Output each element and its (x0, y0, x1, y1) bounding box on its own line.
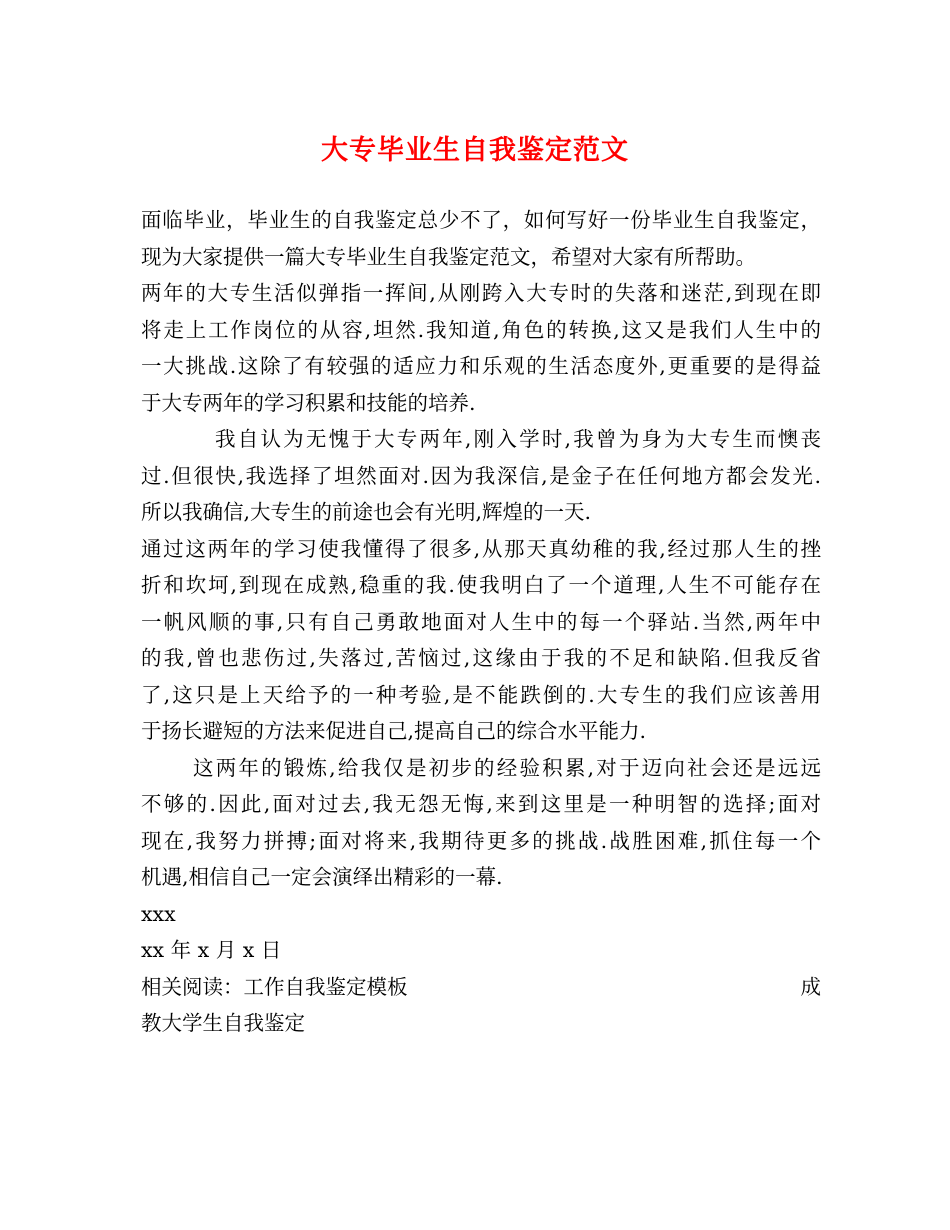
text-line: 这两年的锻炼,给我仅是初步的经验积累,对于迈向社会还是远远 (193, 755, 821, 780)
text-line: 一帆风顺的事,只有自己勇敢地面对人生中的每一个驿站.当然,两年中 (141, 609, 821, 634)
text-line: 我自认为无愧于大专两年,刚入学时,我曾为身为大专生而懊丧 (215, 427, 821, 451)
paragraph-2 (141, 421, 821, 531)
document-title: 大专毕业生自我鉴定范文 (321, 135, 629, 166)
related-reading-link[interactable]: 相关阅读：工作自我鉴定模板 (141, 974, 408, 999)
intro-paragraph (141, 202, 821, 275)
text-line: 通过这两年的学习使我懂得了很多,从那天真幼稚的我,经过那人生的挫 (141, 536, 821, 561)
text-line: 折和坎坷,到现在成熟,稳重的我.使我明白了一个道理,人生不可能存在 (141, 573, 821, 597)
text-line: 不够的.因此,面对过去,我无怨无悔,来到这里是一种明智的选择;面对 (141, 792, 821, 816)
document-body (141, 202, 821, 1042)
text-line: 的我,曾也悲伤过,失落过,苦恼过,这缘由于我的不足和缺陷.但我反省 (141, 646, 821, 670)
paragraph-3 (141, 531, 821, 750)
signature: xxx (141, 901, 176, 926)
text-line: 一大挑战.这除了有较强的适应力和乐观的生活态度外,更重要的是得益 (141, 354, 821, 378)
text-line: 将走上工作岗位的从容,坦然.我知道,角色的转换,这又是我们人生中的 (141, 317, 821, 342)
paragraph-4 (141, 750, 821, 896)
text-line: 所以我确信,大专生的前途也会有光明,辉煌的一天. (141, 500, 592, 524)
paragraph-1 (141, 275, 821, 421)
related-reading (141, 969, 821, 1006)
text-line: 过.但很快,我选择了坦然面对.因为我深信,是金子在任何地方都会发光. (141, 463, 821, 488)
text-line: 机遇,相信自己一定会演绎出精彩的一幕. (141, 865, 503, 889)
text-line: 面临毕业，毕业生的自我鉴定总少不了，如何写好一份毕业生自我鉴定， (141, 208, 821, 232)
related-reading-link-tail[interactable]: 教大学生自我鉴定 (141, 1011, 305, 1035)
signature-date: xx 年 x 月 x 日 (141, 938, 282, 962)
text-line: 现为大家提供一篇大专毕业生自我鉴定范文，希望对大家有所帮助。 (141, 244, 756, 269)
text-line: 于大专两年的学习积累和技能的培养. (141, 390, 476, 415)
text-line: 了,这只是上天给予的一种考验,是不能跌倒的.大专生的我们应该善用 (141, 682, 821, 707)
text-line: 于扬长避短的方法来促进自己,提高自己的综合水平能力. (141, 719, 647, 743)
text-line: 两年的大专生活似弹指一挥间,从刚跨入大专时的失落和迷茫,到现在即 (141, 281, 821, 305)
text-line: 现在,我努力拼搏;面对将来,我期待更多的挑战.战胜困难,抓住每一个 (141, 828, 821, 853)
related-reading-link-continued[interactable]: 成 (800, 974, 821, 999)
